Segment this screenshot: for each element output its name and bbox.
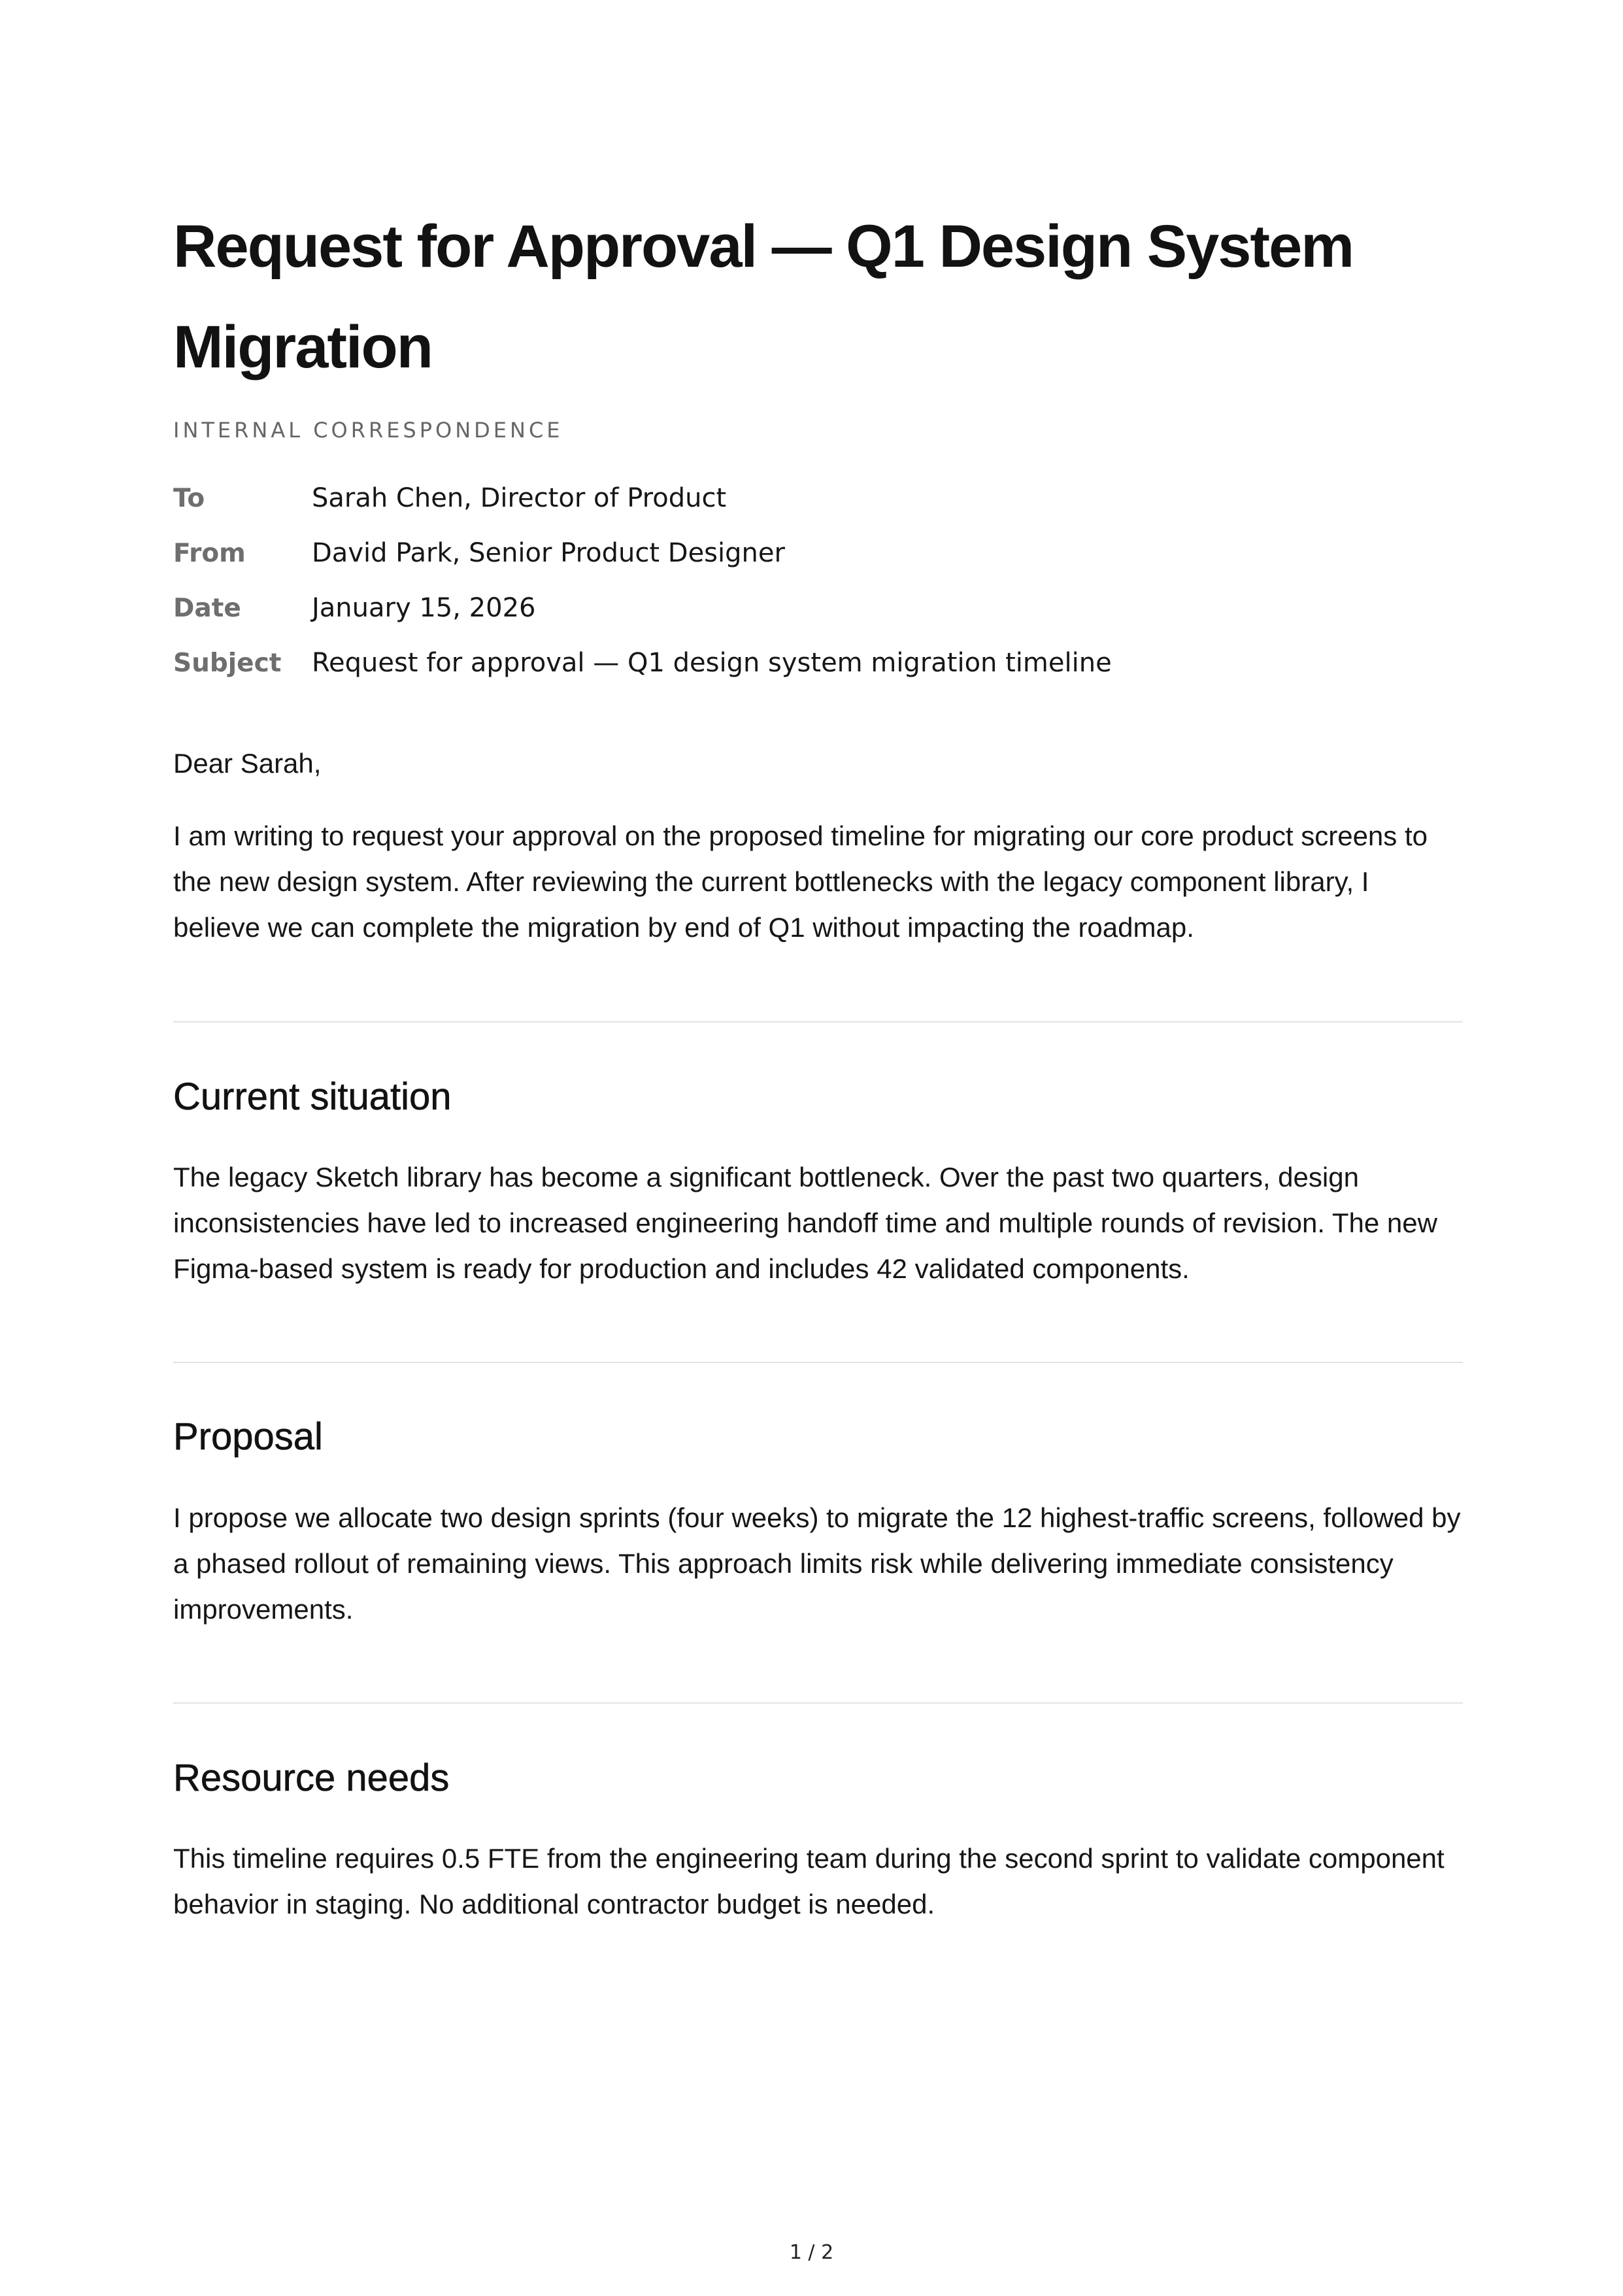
intro-paragraph: I am writing to request your approval on the proposed timeline for migrating our core product screens to the new design system. After reviewing the current bottlenecks with the legacy component library, I believe we can complete the migration by end of Q1 without impacting the roadmap. <box>173 820 1428 943</box>
memo-header <box>173 471 1112 690</box>
memo-value: David Park, Senior Product Designer <box>312 538 785 568</box>
memo-row-from <box>173 526 1112 581</box>
section-body-current-situation: The legacy Sketch library has become a significant bottleneck. Over the past two quarters, design inconsistencies have led to increased engineering handoff time and multiple rounds of revision. The new Figma-based system is ready for production and includes 42 validated components. <box>173 1162 1437 1284</box>
memo-value: Request for approval — Q1 design system migration timeline <box>312 648 1112 678</box>
section-heading-proposal: Proposal <box>173 1415 323 1458</box>
memo-row-date <box>173 581 1112 635</box>
section-divider <box>173 1021 1463 1022</box>
memo-label: Date <box>173 593 241 623</box>
section-heading-resource-needs: Resource needs <box>173 1757 450 1799</box>
document-title: Request for Approval — Q1 Design System Migration <box>173 213 1354 380</box>
memo-value: January 15, 2026 <box>312 593 536 623</box>
memo-label: From <box>173 538 246 568</box>
section-body-resource-needs: This timeline requires 0.5 FTE from the engineering team during the second sprint to validate component behavior in staging. No additional contractor budget is needed. <box>173 1843 1445 1919</box>
document-kicker: INTERNAL CORRESPONDENCE <box>173 418 563 443</box>
section-divider <box>173 1702 1463 1704</box>
memo-label: Subject <box>173 648 282 678</box>
section-divider <box>173 1362 1463 1363</box>
page-number: 1 / 2 <box>789 2241 834 2264</box>
section-heading-current-situation: Current situation <box>173 1075 452 1118</box>
document-page <box>173 0 1463 2296</box>
memo-row-to <box>173 471 1112 526</box>
salutation: Dear Sarah, <box>173 748 322 779</box>
memo-label: To <box>173 483 205 513</box>
section-body-proposal: I propose we allocate two design sprints (four weeks) to migrate the 12 highest-traffic screens, followed by a phased rollout of remaining views. This approach limits risk while delivering immediate consistency improvements. <box>173 1502 1461 1625</box>
memo-value: Sarah Chen, Director of Product <box>312 483 727 513</box>
memo-row-subject <box>173 635 1112 690</box>
